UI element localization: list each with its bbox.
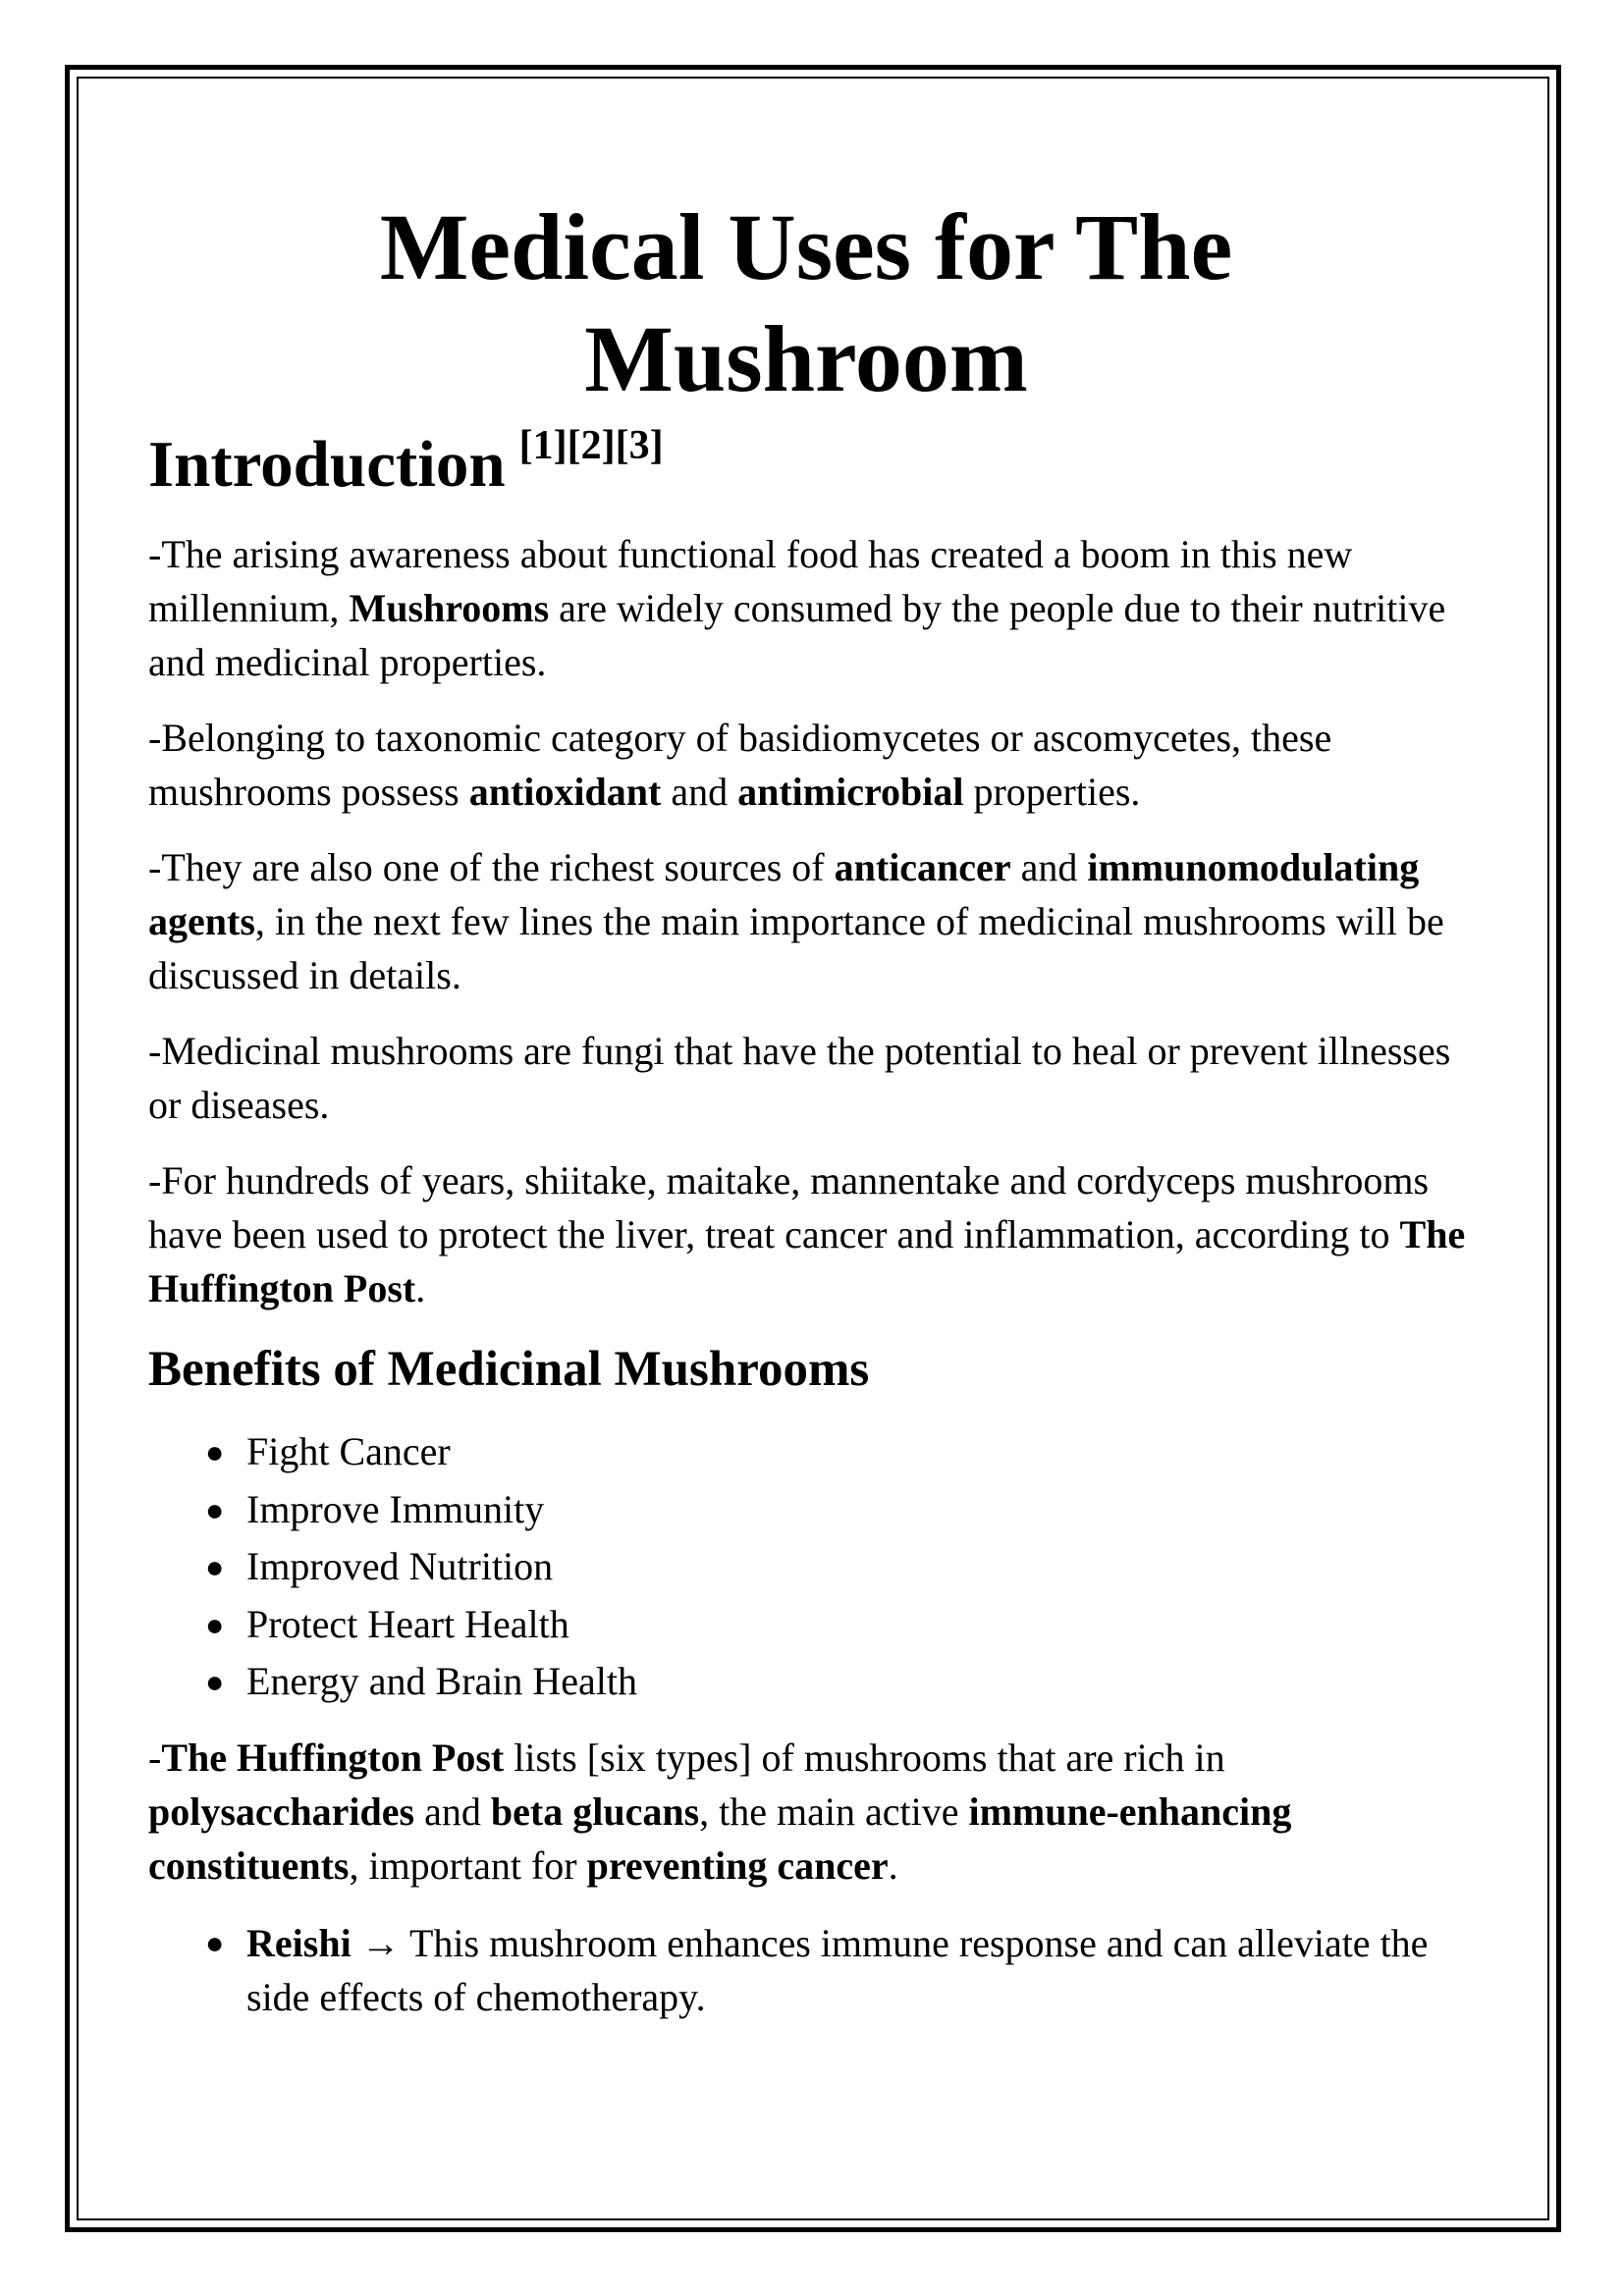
text-run: -The arising awareness about functional food has created a boom in this new millennium,: [148, 532, 1353, 630]
bold-term: The Huffington Post: [148, 1212, 1466, 1310]
list-item-text: This mushroom enhances immune response and can alleviate the side effects of chemotherapy.: [246, 1920, 1429, 2019]
list-item-text: Fight Cancer: [246, 1429, 451, 1473]
intro-paragraph-1: [148, 527, 1484, 689]
text-run: .: [415, 1266, 426, 1310]
text-run: -For hundreds of years, shiitake, maitake, mannentake and cordyceps mushrooms have been used to protect the liver, treat cancer and inflammation, according to: [148, 1158, 1430, 1256]
list-item-text: Improve Immunity: [246, 1486, 545, 1531]
text-run: and: [661, 770, 738, 814]
text-run: properties.: [963, 770, 1141, 814]
list-item: [205, 1596, 1484, 1654]
text-run: and: [1010, 845, 1088, 889]
bullet-icon: ●: [205, 1549, 225, 1584]
page-title: [148, 191, 1484, 415]
text-run: -They are also one of the richest sources of: [148, 845, 835, 889]
list-item: [205, 1653, 1484, 1711]
bold-term: The Huffington Post: [161, 1735, 505, 1780]
mushroom-types-list: [148, 1916, 1484, 2024]
document-body: [148, 191, 1484, 2024]
benefits-heading: Benefits of Medicinal Mushrooms: [148, 1342, 870, 1397]
intro-paragraph-5: [148, 1153, 1484, 1315]
mushroom-name: Reishi: [246, 1920, 352, 1965]
benefits-list: [148, 1423, 1484, 1711]
list-item-text: Energy and Brain Health: [246, 1659, 638, 1703]
introduction-heading-text: Introduction: [148, 428, 506, 501]
text-run: , in the next few lines the main importance of medicinal mushrooms will be discussed in details.: [148, 899, 1444, 997]
text-run: -Belonging to taxonomic category of basidiomycetes or ascomycetes, these mushrooms possess: [148, 716, 1332, 814]
intro-paragraph-3: [148, 840, 1484, 1002]
list-item: [205, 1481, 1484, 1539]
reference-markers: [1][2][3]: [518, 423, 664, 468]
list-item: [205, 1538, 1484, 1596]
bold-term: immune-enhancing constituents: [148, 1789, 1292, 1888]
text-run: , important for: [349, 1842, 587, 1888]
intro-paragraph-2: [148, 711, 1484, 819]
bold-term: Mushrooms: [349, 586, 550, 630]
list-item: [205, 1423, 1484, 1481]
title-line-2: Mushroom: [584, 306, 1028, 411]
bullet-icon: ●: [205, 1924, 225, 1960]
bold-term: antioxidant: [468, 770, 662, 814]
bullet-icon: ●: [205, 1434, 225, 1469]
list-item-text: Improved Nutrition: [246, 1544, 554, 1588]
bullet-icon: ●: [205, 1606, 225, 1642]
bold-term: antimicrobial: [737, 770, 964, 814]
text-run: .: [888, 1842, 898, 1888]
bold-term: polysaccharides: [148, 1789, 415, 1834]
text-run: lists [six types] of mushrooms that are rich in: [504, 1735, 1225, 1780]
arrow-icon: →: [351, 1920, 409, 1965]
list-item: [205, 1916, 1484, 2024]
text-run: -Medicinal mushrooms are fungi that have the potential to heal or prevent illnesses or diseases.: [148, 1029, 1451, 1127]
title-line-1: Medical Uses for The: [379, 194, 1233, 299]
intro-paragraph-4: [148, 1024, 1484, 1132]
bold-term: immunomodulating agents: [148, 845, 1420, 943]
text-run: , the main active: [699, 1789, 969, 1834]
list-item-text: Protect Heart Health: [246, 1601, 569, 1646]
bold-term: anticancer: [834, 845, 1011, 889]
text-run: and: [414, 1789, 491, 1834]
bullet-icon: ●: [205, 1664, 225, 1699]
introduction-heading: [148, 425, 1484, 504]
bold-term: beta glucans: [490, 1789, 700, 1834]
text-run: are widely consumed by the people due to their nutritive and medicinal properties.: [148, 586, 1446, 684]
bullet-icon: ●: [205, 1491, 225, 1527]
huffington-paragraph: [148, 1731, 1484, 1893]
text-run: -: [148, 1735, 162, 1780]
bold-term: preventing cancer: [586, 1842, 889, 1888]
